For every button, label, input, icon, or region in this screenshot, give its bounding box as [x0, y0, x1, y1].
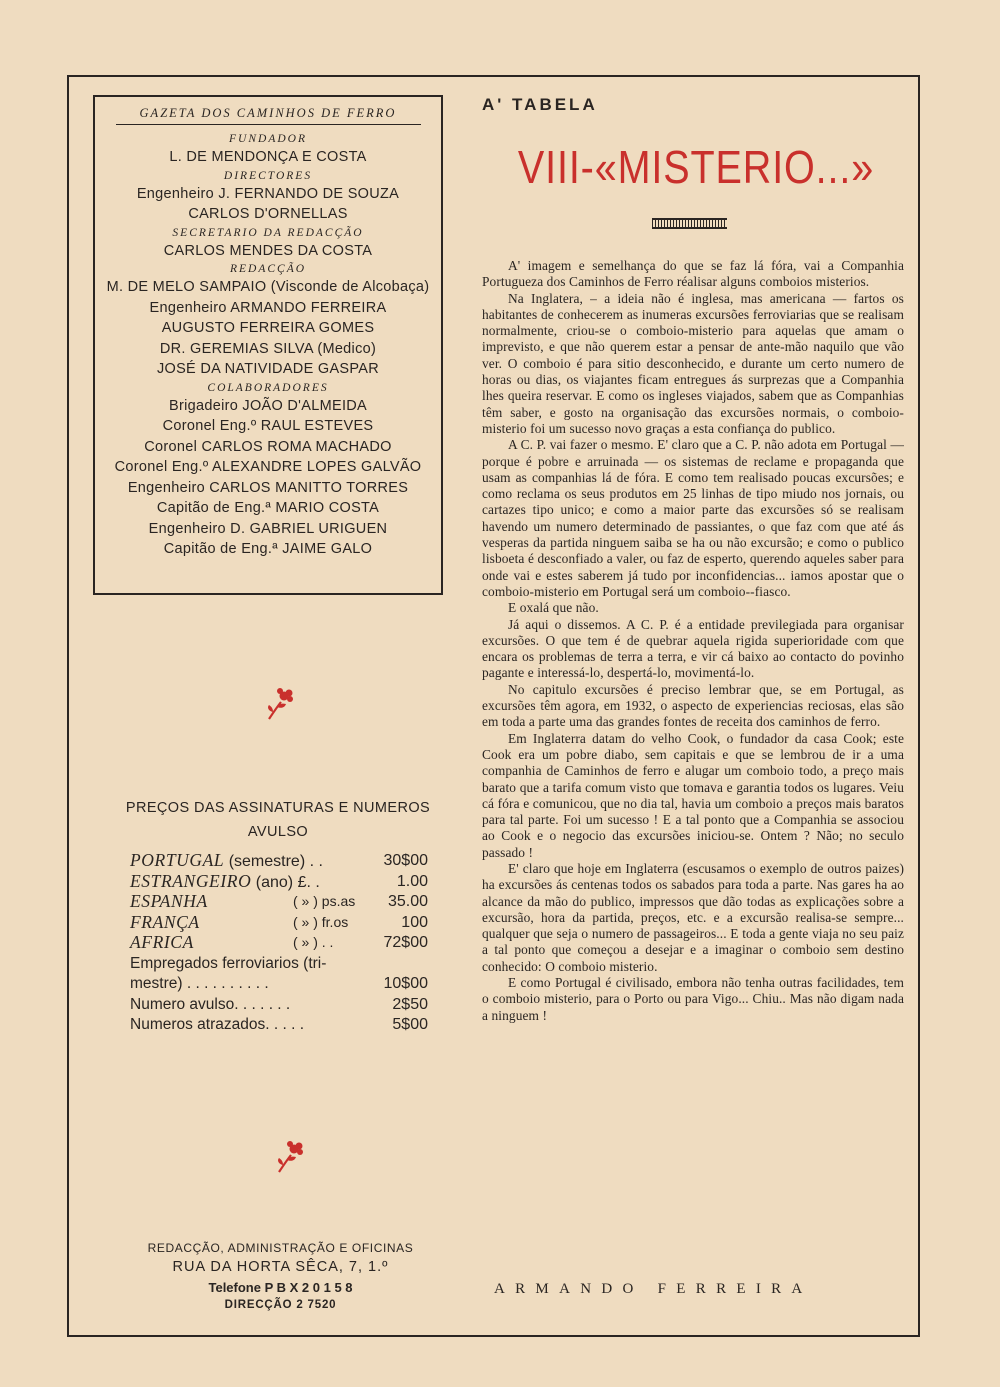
price-row: [108, 994, 448, 1015]
imprint-address: RUA DA HORTA SÊCA, 7, 1.º: [172, 1259, 389, 1275]
price-value: 5$00: [392, 1016, 428, 1033]
price-note: ( » ) . .: [293, 934, 334, 950]
subscription-prices: [108, 796, 448, 1035]
imprint-line: REDACÇÃO, ADMINISTRAÇÃO E OFICINAS: [147, 1241, 414, 1255]
price-value: 2$50: [392, 995, 428, 1013]
article-headline: VIII-«MISTERIO...»: [517, 141, 875, 193]
price-value: 30$00: [383, 852, 428, 869]
article-paragraph: A C. P. vai fazer o mesmo. E' claro que a C. P. não adota em Portugal — porque é pobre e arruinada — os sistemas de reclame e propaganda que usam as companhias lá de fóra. E como tem realisado poucas excursões; e como reclama os seus produtos em 25 linhas de tipo miudo nos jornais, ou cartazes tipo unico; e como a maior parte das excursões só se realisam havendo um numero determinado de passiantes, o que faz com que até ás vesperas da partida ninguem saiba se ha ou não excursão; e como o publico lisboeta é desconfiado a valer, ou faz de esperto, querendo aqueles saber para onde vai e estes saberem já tudo por inconfidencias... iamos apostar que o comboio-misterio em Portugal será um comboio--fiasco.: [482, 437, 904, 599]
imprint-direccao: DIRECÇÃO 2 7520: [224, 1299, 337, 1311]
colaborador-name: Capitão de Eng.ª MARIO COSTA: [156, 500, 380, 516]
colaborador-name: Engenheiro CARLOS MANITTO TORRES: [127, 479, 409, 496]
ornamental-rule: [652, 218, 727, 229]
price-label: mestre) . . . . . . . . . .: [130, 975, 269, 992]
price-row: [108, 891, 448, 912]
colaborador-name: Coronel CARLOS ROMA MACHADO: [144, 438, 392, 455]
price-note: ( » ) fr.os: [293, 913, 349, 930]
price-row: [108, 953, 448, 974]
price-note: ( » ) ps.as: [293, 893, 356, 909]
price-row: [108, 912, 448, 933]
price-note: (semestre) . .: [228, 853, 323, 870]
redaccao-name: Engenheiro ARMANDO FERREIRA: [149, 299, 387, 316]
article-paragraph: No capitulo excursões é preciso lembrar que, se em Portugal, as excursões têm agora, em 1932, o aspecto de experiencias reciosas, elas são em toda a parte uma das grandes fontes de receita dos caminhos de ferro.: [482, 681, 904, 730]
prices-title: PREÇOS DAS ASSINATURAS E NUMEROS: [125, 800, 431, 816]
price-value: 35.00: [387, 893, 428, 910]
price-region: FRANÇA: [130, 911, 200, 932]
imprint: [93, 1240, 468, 1314]
prices-title: AVULSO: [247, 824, 309, 840]
flower-ornament-icon: [273, 1138, 309, 1174]
secretario-label: SECRETARIO DA REDACÇÃO: [172, 226, 364, 239]
price-value: 100: [401, 913, 428, 931]
masthead-title: GAZETA DOS CAMINHOS DE FERRO: [139, 106, 397, 120]
article-paragraph: E como Portugal é civilisado, embora não tenha outras facilidades, tem o comboio misterio, para o Porto ou para Vigo... Chiu.. Mas não digam nada a ninguem !: [482, 975, 904, 1023]
colaborador-name: Engenheiro D. GABRIEL URIGUEN: [148, 520, 388, 537]
price-row: [108, 871, 448, 892]
fundador-label: FUNDADOR: [229, 133, 307, 145]
colaborador-name: Coronel Eng.º RAUL ESTEVES: [162, 418, 374, 434]
price-region: ESTRANGEIRO: [130, 870, 252, 891]
price-label: Numero avulso. . . . . . .: [130, 995, 291, 1013]
fundador-name: L. DE MENDONÇA E COSTA: [169, 149, 367, 165]
colaborador-name: Capitão de Eng.ª JAIME GALO: [163, 541, 373, 557]
price-value: 10$00: [383, 975, 428, 992]
colaborador-name: Coronel Eng.º ALEXANDRE LOPES GALVÃO: [114, 459, 422, 475]
price-region: AFRICA: [130, 932, 194, 952]
redaccao-name: M. DE MELO SAMPAIO (Visconde de Alcobaça): [106, 279, 430, 295]
masthead-rule: [116, 124, 421, 125]
secretario-name: CARLOS MENDES DA COSTA: [163, 242, 373, 259]
price-region: PORTUGAL: [130, 850, 225, 870]
colaborador-name: Brigadeiro JOÃO D'ALMEIDA: [168, 397, 368, 414]
price-value: 1.00: [396, 872, 428, 890]
director-name: Engenheiro J. FERNANDO DE SOUZA: [136, 185, 400, 202]
colaboradores-label: COLABORADORES: [207, 381, 329, 394]
article-body: [482, 258, 904, 1024]
price-note: (ano) £. .: [255, 873, 320, 891]
price-value: 72$00: [383, 934, 428, 951]
redaccao-name: DR. GEREMIAS SILVA (Medico): [159, 340, 377, 357]
article-paragraph: Já aqui o dissemos. A C. P. é a entidade previlegiada para organisar excursões. O que tem é de quebrar aquela rigida superioridade com que encara os problemas de terra a terra, e vir cá baixo ao contacto do povinho pagante e interessá-lo, despertá-lo, movimentá-lo.: [482, 616, 904, 681]
article-paragraph: E' claro que hoje em Inglaterra (escusamos o exemplo de outros paizes) ha excursões ás centenas todos os sabados para toda a parte. Nas gares ha ao alcance da mão do publico, impressos que dão todas as explicações sobre a excursão, hora da partida, preços, etc. e a excursão realisa-se sempre... qualquer que seja o numero de passageiros... E toda a gente viaja no seu paiz a tal ponto que começou a desejar e a imaginar o comboio sem destino conhecido: O comboio misterio.: [482, 860, 904, 974]
redaccao-name: JOSÉ DA NATIVIDADE GASPAR: [156, 361, 380, 377]
section-label: A' TABELA: [482, 95, 598, 114]
price-row: [108, 1014, 448, 1035]
price-row: [108, 973, 448, 994]
price-label: Numeros atrazados. . . . .: [130, 1016, 305, 1033]
price-row: [108, 850, 448, 871]
redaccao-name: AUGUSTO FERREIRA GOMES: [161, 320, 375, 336]
directores-label: DIRECTORES: [223, 169, 313, 182]
price-label: Empregados ferroviarios (tri-: [130, 954, 327, 972]
article-paragraph: E oxalá que não.: [508, 600, 599, 616]
masthead: [93, 95, 443, 595]
price-region: ESPANHA: [130, 891, 208, 911]
imprint-phone: Telefone P B X 2 0 1 5 8: [208, 1280, 353, 1295]
article-paragraph: Na Inglatera, – a ideia não é inglesa, mas americana — fartos os habitantes de conhecerem as inumeras excursões ferroviarias que se realisam normalmente, criou-se o comboio-misterio para aquelas que amam o imprevisto, e que não querem estar a pensar de ante-mão naquilo que vão ver. O comboio é para sitio desconhecido, e durante um certo numero de horas ou dias, os viajantes ficam entregues ás surprezas que a Companhia lhes queira reservar. E como os ingleses viajados, sabem que as Companhias têm saber, e gosto na organisação das excursões normais, o comboio-misterio foi um sucesso novo graças a esta confiança do publico.: [482, 290, 904, 436]
redaccao-label: REDACÇÃO: [229, 263, 307, 275]
article-paragraph: Em Inglaterra datam do velho Cook, o fundador da casa Cook; este Cook era um pobre diabo, sem capitais e que se lembrou de ir a uma companhia de Caminhos de ferro e alugar um comboio todo, a preço mais barato que a tarifa comum visto que tomava e garantia todos os lugares. Veiu cá fóra e comunicou, que no dia tal, havia um comboio a preços mais baratos para tal parte. Foi um sucesso ! E a tal ponto que a Companhia se associou ao Cook e o negocio das excursões iniciou-se. Ontem ? Não; no seculo passado !: [482, 730, 904, 860]
price-row: [108, 932, 448, 953]
director-name: CARLOS D'ORNELLAS: [188, 206, 348, 222]
article-paragraph: A' imagem e semelhança do que se faz lá fóra, vai a Companhia Portugueza dos Caminhos de Ferro réalisar alguns comboios misterios.: [482, 258, 904, 290]
author-signature: ARMANDO FERREIRA: [494, 1281, 813, 1297]
flower-ornament-icon: [263, 685, 299, 721]
